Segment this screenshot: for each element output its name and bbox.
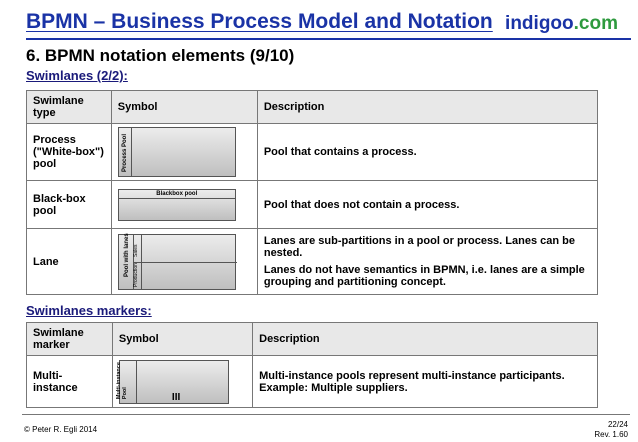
symbol-label: Process Pool xyxy=(121,133,128,172)
symbol-label: Pool with lanes xyxy=(123,232,130,277)
swimlanes-table xyxy=(26,90,598,295)
row-symbol xyxy=(112,356,252,408)
row-symbol xyxy=(111,124,257,181)
description-line: Lanes are sub-partitions in a pool or process. Lanes can be nested. xyxy=(263,235,575,259)
description-line: Lanes do not have semantics in BPMN, i.e. lanes are a simple grouping and partitioning concept. xyxy=(263,264,585,288)
lane-label-production: Production xyxy=(132,262,139,287)
page-title: BPMN – Business Process Model and Notation xyxy=(26,10,493,33)
revision: Rev. 1.60 xyxy=(594,430,628,439)
footer-copyright: © Peter R. Egli 2014 xyxy=(24,425,98,434)
table-row xyxy=(27,181,598,229)
section-title-markers: Swimlanes markers: xyxy=(26,303,152,318)
slide-heading: 6. BPMN notation elements (9/10) xyxy=(26,46,295,65)
title-divider xyxy=(26,38,631,40)
lane-label-sales: Sales xyxy=(132,243,139,257)
row-type: Black-box pool xyxy=(27,181,112,229)
column-header-marker: Swimlane marker xyxy=(27,323,113,356)
markers-table xyxy=(26,322,598,408)
title-bar xyxy=(26,10,626,36)
row-symbol xyxy=(111,181,257,229)
row-description: Pool that does not contain a process. xyxy=(257,181,597,229)
column-header-symbol: Symbol xyxy=(112,323,252,356)
table-row xyxy=(27,356,598,408)
footer-divider xyxy=(22,414,630,415)
page-number: 22/24 xyxy=(607,420,628,429)
row-symbol xyxy=(111,229,257,295)
lane-pool-symbol xyxy=(118,234,236,290)
brand-name: indigoo xyxy=(505,13,574,34)
row-type: Process ("White-box") pool xyxy=(27,124,112,181)
brand-logo xyxy=(505,13,618,35)
process-pool-symbol xyxy=(118,127,236,177)
multi-instance-pool-symbol xyxy=(115,360,229,404)
brand-domain: .com xyxy=(573,13,618,34)
column-header-description: Description xyxy=(253,323,598,356)
symbol-label: Multi-instance Pool xyxy=(115,362,128,400)
symbol-label: Blackbox pool xyxy=(119,190,235,199)
footer-page-info xyxy=(594,420,628,440)
table-row xyxy=(27,124,598,181)
column-header-type: Swimlane type xyxy=(27,91,112,124)
blackbox-pool-symbol xyxy=(118,189,236,221)
column-header-symbol: Symbol xyxy=(111,91,257,124)
row-type: Multi-instance xyxy=(27,356,113,408)
description-line: Example: Multiple suppliers. xyxy=(259,381,408,394)
section-title-swimlanes: Swimlanes (2/2): xyxy=(26,68,128,83)
multi-instance-marker: III xyxy=(171,391,181,403)
column-header-description: Description xyxy=(257,91,597,124)
row-type: Lane xyxy=(27,229,112,295)
row-description xyxy=(253,356,598,408)
row-description: Pool that contains a process. xyxy=(257,124,597,181)
table-row xyxy=(27,229,598,295)
description-line: Multi-instance pools represent multi-instance participants. xyxy=(259,369,565,382)
row-description xyxy=(257,229,597,295)
